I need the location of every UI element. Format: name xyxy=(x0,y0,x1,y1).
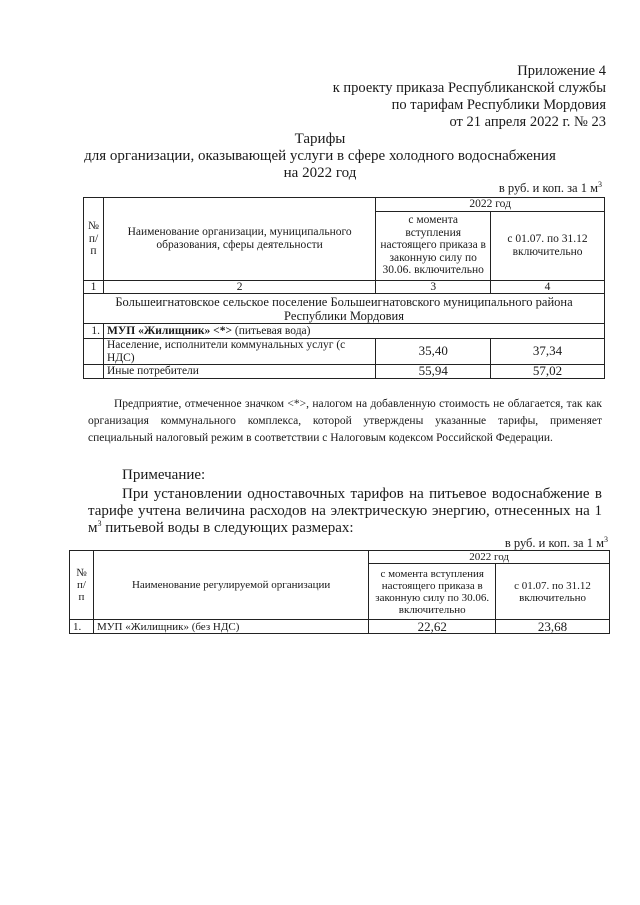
tariff-value: 55,94 xyxy=(376,365,491,379)
tariff-value: 37,34 xyxy=(491,339,605,365)
org-row xyxy=(103,324,604,339)
cost-value: 23,68 xyxy=(496,620,610,634)
table-row xyxy=(84,339,605,365)
unit-label-1: в руб. и коп. за 1 $м^3$ xyxy=(498,179,602,195)
note-heading: Примечание: xyxy=(122,467,206,483)
year-header: 2022 год xyxy=(369,551,610,564)
municipality-row: Большеигнатовское сельское поселение Большеигнатовского муниципального района Республики Мордовия xyxy=(84,294,605,324)
tariff-value: 35,40 xyxy=(376,339,491,365)
service-name: по тарифам Республики Мордовия xyxy=(391,97,606,113)
tariff-table xyxy=(83,197,605,379)
index-cell: 3 xyxy=(376,280,491,294)
org-num: 1. xyxy=(84,324,104,339)
doc-subtitle: для организации, оказывающей услуги в сфере холодного водоснабжения xyxy=(84,148,556,164)
col-num-header: № п/п xyxy=(84,198,104,281)
note-text: При установлении одноставочных тарифов на питьевое водоснабжение в тарифе учтена величина расходов на электрическую энергию, отнесенных на 1 $м^3$ питьевой воды в следующих размерах: xyxy=(88,486,602,536)
col-name-header: Наименование организации, муниципального образования, сферы деятельности xyxy=(103,198,375,281)
index-cell: 4 xyxy=(491,280,605,294)
order-date: от 21 апреля 2022 г. № 23 xyxy=(449,114,606,130)
col-period1-header: с момента вступления настоящего приказа в законную силу по 30.06. включительно xyxy=(369,564,496,620)
consumer-name: Иные потребители xyxy=(103,365,375,379)
consumer-name: Население, исполнители коммунальных услуг (с НДС) xyxy=(103,339,375,365)
appendix-number: Приложение 4 xyxy=(517,63,606,79)
org-name: МУП «Жилищник» (без НДС) xyxy=(93,620,368,634)
row-num: 1. xyxy=(70,620,94,634)
index-cell: 1 xyxy=(84,280,104,294)
index-cell: 2 xyxy=(103,280,375,294)
order-reference: к проекту приказа Республиканской службы xyxy=(332,80,606,96)
table-row xyxy=(84,365,605,379)
year-header: 2022 год xyxy=(376,198,605,212)
org-sphere: (питьевая вода) xyxy=(232,324,311,337)
energy-cost-table xyxy=(69,550,610,634)
org-name: МУП «Жилищник» <*> xyxy=(106,324,232,337)
col-period2-header: с 01.07. по 31.12 включительно xyxy=(491,211,605,280)
col-period2-header: с 01.07. по 31.12 включительно xyxy=(496,564,610,620)
doc-title: Тарифы xyxy=(294,131,346,147)
col-period1-header: с момента вступления настоящего приказа в законную силу по 30.06. включительно xyxy=(376,211,491,280)
unit-label-2: в руб. и коп. за 1 $м^3$ xyxy=(504,534,608,550)
cost-value: 22,62 xyxy=(369,620,496,634)
tariff-value: 57,02 xyxy=(491,365,605,379)
table-row xyxy=(70,620,610,634)
col-num-header: № п/ п xyxy=(70,551,94,620)
doc-year: на 2022 год xyxy=(283,165,357,181)
vat-footnote: Предприятие, отмеченное значком <*>, налогом на добавленную стоимость не облагается, так как организация коммунального комплекса, которой утверждены указанные тарифы, применяет специальный налоговый режим в соответствии с Налоговым кодексом Российской Федерации. xyxy=(88,398,602,444)
col-name-header: Наименование регулируемой организации xyxy=(93,551,368,620)
